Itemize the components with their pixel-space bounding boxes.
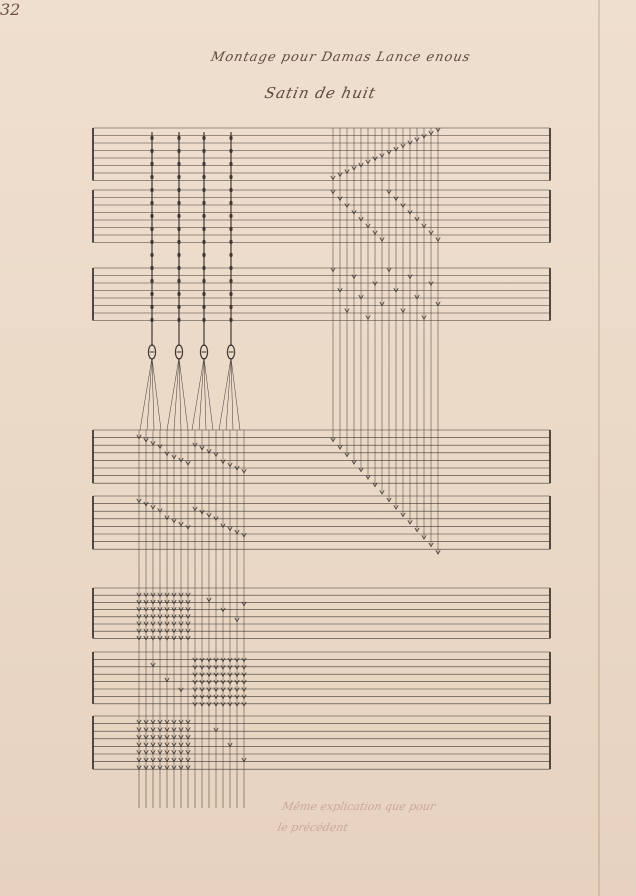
cord-knot <box>150 266 153 270</box>
cord-knot <box>202 201 205 205</box>
cord-knot <box>177 188 180 192</box>
cord-knot <box>150 201 153 205</box>
cord-knot <box>229 201 232 205</box>
cord-knot <box>177 253 180 257</box>
cord-knot <box>150 162 153 166</box>
cord-knot <box>177 201 180 205</box>
cord-knot <box>177 240 180 244</box>
fan-thread <box>152 358 154 430</box>
fan-thread <box>226 358 231 430</box>
cord-knot <box>150 149 153 153</box>
cord-knot <box>229 318 232 322</box>
cord-knot <box>229 136 232 140</box>
cord-knot <box>150 175 153 179</box>
note-line-1: Même explication que pour <box>280 800 437 813</box>
cord-knot <box>150 240 153 244</box>
cord-knot <box>150 214 153 218</box>
cord-knot <box>202 149 205 153</box>
fan-thread <box>192 358 204 430</box>
fan-thread <box>179 358 181 430</box>
cord-knot <box>202 318 205 322</box>
cord-knot <box>150 136 153 140</box>
cord-knot <box>202 240 205 244</box>
fan-thread <box>174 358 179 430</box>
cord-knot <box>150 292 153 296</box>
title-line-1: Montage pour Damas Lance enous <box>209 50 472 65</box>
cord-knot <box>202 305 205 309</box>
cord-knot <box>229 305 232 309</box>
fan-thread <box>140 358 152 430</box>
cord-knot <box>229 162 232 166</box>
fan-thread <box>219 358 231 430</box>
cord-knot <box>202 136 205 140</box>
cord-knot <box>177 149 180 153</box>
folio-number: 32 <box>0 0 21 19</box>
cord-knot <box>150 305 153 309</box>
cord-knot <box>150 188 153 192</box>
cord-knot <box>150 253 153 257</box>
cord-knot <box>202 188 205 192</box>
cord-knot <box>202 175 205 179</box>
cord-knot <box>202 214 205 218</box>
fan-thread <box>204 358 206 430</box>
cord-knot <box>229 292 232 296</box>
cord-knot <box>150 279 153 283</box>
cord-knot <box>177 292 180 296</box>
explanation-note <box>276 800 436 834</box>
cord-knot <box>202 266 205 270</box>
cord-knot <box>177 305 180 309</box>
cord-knot <box>177 214 180 218</box>
cord-knot <box>177 279 180 283</box>
cord-knot <box>229 279 232 283</box>
fan-thread <box>231 358 240 430</box>
cord-knot <box>202 279 205 283</box>
fan-thread <box>152 358 161 430</box>
cord-knot <box>202 292 205 296</box>
cord-knot <box>177 266 180 270</box>
cord-knot <box>202 162 205 166</box>
cord-knot <box>177 136 180 140</box>
note-line-2: le précédent <box>276 821 350 834</box>
cord-knot <box>177 227 180 231</box>
title-line-2: Satin de huit <box>263 84 378 102</box>
cord-knot <box>150 227 153 231</box>
cord-knot <box>177 175 180 179</box>
fan-thread <box>231 358 233 430</box>
cord-knot <box>177 318 180 322</box>
fan-thread <box>147 358 152 430</box>
fan-thread <box>199 358 204 430</box>
cord-knot <box>229 227 232 231</box>
cord-knot <box>229 253 232 257</box>
cord-knot <box>229 240 232 244</box>
fan-thread <box>167 358 179 430</box>
cord-knot <box>202 227 205 231</box>
fan-thread <box>204 358 213 430</box>
fan-thread <box>179 358 188 430</box>
cord-knot <box>202 253 205 257</box>
cord-knot <box>150 318 153 322</box>
cord-knot <box>229 175 232 179</box>
cord-knot <box>229 188 232 192</box>
cord-knot <box>229 149 232 153</box>
cord-knot <box>177 162 180 166</box>
cord-knot <box>229 214 232 218</box>
cord-knot <box>229 266 232 270</box>
